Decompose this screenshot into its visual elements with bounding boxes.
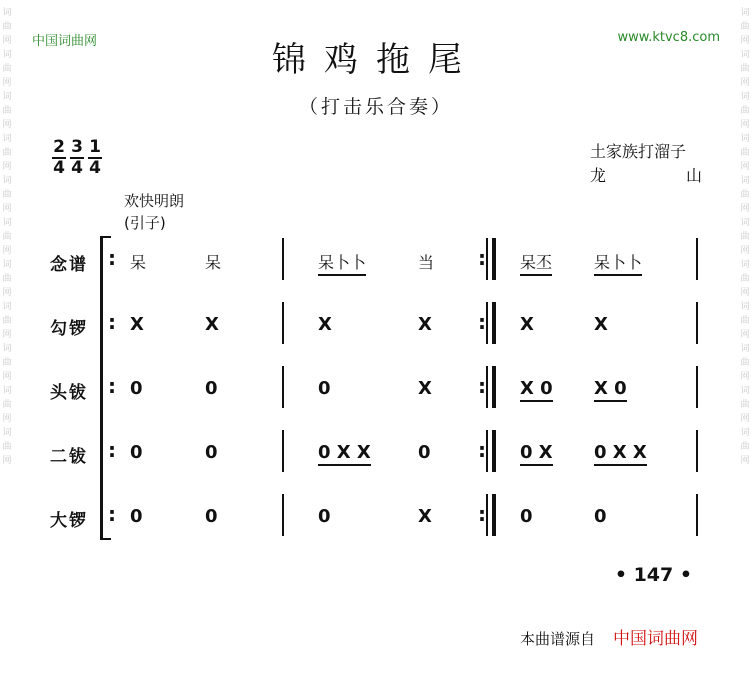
site-url-right: www.ktvc8.com: [617, 30, 720, 45]
barline: [492, 494, 496, 536]
note-cell: 当: [418, 253, 435, 272]
barline: [282, 494, 284, 536]
watermark-char: 词: [2, 176, 12, 186]
watermark-char: 词: [2, 260, 12, 270]
watermark-char: 网: [2, 414, 12, 424]
watermark-char: 词: [740, 260, 750, 270]
watermark-char: 词: [2, 50, 12, 60]
attribution: [590, 140, 702, 188]
watermark-char: 网: [2, 330, 12, 340]
time-signature: [52, 138, 66, 178]
attribution-place-b: 山: [685, 166, 702, 185]
note-cell: 0: [205, 506, 218, 527]
watermark-char: 曲: [740, 358, 750, 368]
barline: [492, 302, 496, 344]
watermark-char: 网: [2, 456, 12, 466]
watermark-char: 词: [740, 176, 750, 186]
watermark-char: 曲: [740, 148, 750, 158]
barline: [486, 366, 488, 408]
watermark-char: 网: [2, 120, 12, 130]
repeat-end-dots: :: [478, 310, 486, 334]
instrument-label: 大锣: [50, 511, 88, 531]
time-signature: [88, 138, 102, 178]
watermark-char: 词: [2, 344, 12, 354]
watermark-char: 网: [2, 372, 12, 382]
watermark-char: 词: [2, 386, 12, 396]
time-sig-numerator: 3: [71, 137, 83, 157]
barline: [696, 302, 698, 344]
note-cell: X 0: [520, 378, 553, 402]
watermark-char: 网: [2, 246, 12, 256]
watermark-char: 词: [2, 302, 12, 312]
source-text: 本曲谱源自: [520, 630, 596, 648]
page-title: 锦鸡拖尾: [272, 40, 480, 80]
watermark-char: 曲: [2, 274, 12, 284]
watermark-char: 曲: [740, 400, 750, 410]
note-cell: 0: [205, 442, 218, 463]
tempo-text: 欢快明朗: [124, 192, 185, 210]
watermark-char: 网: [2, 204, 12, 214]
watermark-char: 曲: [2, 148, 12, 158]
barline: [696, 494, 698, 536]
note-cell: X: [418, 314, 432, 335]
watermark-char: 词: [2, 8, 12, 18]
watermark-char: 网: [740, 372, 750, 382]
note-cell: X: [418, 506, 432, 527]
section-name: (引子): [124, 214, 166, 232]
watermark-char: 网: [2, 288, 12, 298]
note-cell: 呆卜卜: [318, 250, 366, 276]
repeat-end-dots: :: [478, 438, 486, 462]
watermark-char: 网: [740, 414, 750, 424]
watermark-char: 词: [740, 428, 750, 438]
barline: [282, 430, 284, 472]
watermark-char: 网: [2, 36, 12, 46]
watermark-char: 词: [740, 50, 750, 60]
watermark-char: 词: [2, 218, 12, 228]
watermark-char: 网: [740, 330, 750, 340]
site-name-left: 中国词曲网: [32, 34, 98, 49]
barline: [282, 238, 284, 280]
note-cell: 0: [130, 506, 143, 527]
watermark-char: 词: [740, 134, 750, 144]
watermark-char: 词: [740, 344, 750, 354]
watermark-char: 网: [740, 246, 750, 256]
watermark-char: 曲: [2, 400, 12, 410]
watermark-char: 曲: [740, 64, 750, 74]
page-subtitle: （打击乐合奏）: [298, 96, 453, 118]
note-cell: 0: [318, 506, 331, 527]
note-cell: X: [594, 314, 608, 335]
note-cell: X: [205, 314, 219, 335]
barline: [696, 366, 698, 408]
repeat-start-dots: :: [108, 438, 116, 462]
instrument-label: 头钹: [50, 383, 88, 403]
barline: [696, 238, 698, 280]
repeat-start-dots: :: [108, 310, 116, 334]
watermark-char: 网: [740, 36, 750, 46]
repeat-end-dots: :: [478, 502, 486, 526]
barline: [492, 238, 496, 280]
note-cell: 0: [594, 506, 607, 527]
barline: [486, 494, 488, 536]
barline: [486, 430, 488, 472]
watermark-char: 网: [2, 78, 12, 88]
time-sig-numerator: 2: [53, 137, 65, 157]
watermark-char: 曲: [740, 232, 750, 242]
watermark-char: 网: [740, 204, 750, 214]
note-cell: 0: [130, 378, 143, 399]
note-cell: 0 X: [520, 442, 553, 466]
repeat-start-dots: :: [108, 374, 116, 398]
tempo-marking: [124, 190, 184, 234]
source-note: [520, 624, 698, 649]
page-number: • 147 •: [614, 564, 692, 586]
instrument-label: 二钹: [50, 447, 88, 467]
note-cell: 呆丕: [520, 250, 552, 276]
note-cell: X: [130, 314, 144, 335]
watermark-char: 曲: [2, 232, 12, 242]
repeat-end-dots: :: [478, 246, 486, 270]
note-cell: 0: [418, 442, 431, 463]
time-sig-numerator: 1: [89, 137, 101, 157]
note-cell: 呆: [130, 253, 147, 272]
watermark-char: 曲: [2, 22, 12, 32]
watermark-char: 曲: [740, 442, 750, 452]
source-brand: 中国词曲网: [613, 629, 699, 649]
watermark-char: 曲: [740, 22, 750, 32]
time-signature: [70, 138, 84, 178]
note-cell: X 0: [594, 378, 627, 402]
watermark-char: 词: [740, 92, 750, 102]
attribution-genre: 土家族打溜子: [590, 142, 687, 161]
watermark-char: 曲: [2, 64, 12, 74]
note-cell: X: [520, 314, 534, 335]
time-signatures: [52, 138, 102, 178]
watermark-char: 词: [2, 92, 12, 102]
repeat-start-dots: :: [108, 246, 116, 270]
watermark-char: 词: [2, 428, 12, 438]
watermark-char: 曲: [2, 316, 12, 326]
repeat-start-dots: :: [108, 502, 116, 526]
watermark-char: 词: [740, 386, 750, 396]
instrument-label: 念谱: [50, 255, 88, 275]
time-sig-denominator: 4: [53, 158, 65, 178]
instrument-label: 勾锣: [50, 319, 88, 339]
watermark-char: 网: [740, 78, 750, 88]
barline: [492, 430, 496, 472]
watermark-char: 词: [740, 302, 750, 312]
time-sig-denominator: 4: [71, 158, 83, 178]
watermark-char: 网: [740, 456, 750, 466]
watermark-char: 曲: [740, 316, 750, 326]
repeat-end-dots: :: [478, 374, 486, 398]
barline: [486, 238, 488, 280]
barline: [492, 366, 496, 408]
barline: [282, 366, 284, 408]
attribution-place-a: 龙: [590, 166, 607, 185]
watermark-char: 曲: [2, 358, 12, 368]
watermark-char: 网: [2, 162, 12, 172]
time-sig-denominator: 4: [89, 158, 101, 178]
note-cell: 0: [205, 378, 218, 399]
note-cell: 呆: [205, 253, 222, 272]
watermark-char: 网: [740, 288, 750, 298]
barline: [486, 302, 488, 344]
watermark-char: 曲: [2, 442, 12, 452]
barline: [282, 302, 284, 344]
watermark-char: 曲: [740, 274, 750, 284]
watermark-char: 曲: [2, 190, 12, 200]
note-cell: X: [318, 314, 332, 335]
note-cell: X: [418, 378, 432, 399]
watermark-char: 曲: [2, 106, 12, 116]
note-cell: 0 X X: [594, 442, 647, 466]
barline: [696, 430, 698, 472]
watermark-char: 词: [740, 218, 750, 228]
attribution-place: [590, 164, 702, 188]
watermark-char: 词: [740, 8, 750, 18]
note-cell: 0 X X: [318, 442, 371, 466]
note-cell: 0: [520, 506, 533, 527]
note-cell: 0: [318, 378, 331, 399]
note-cell: 呆卜卜: [594, 250, 642, 276]
watermark-char: 曲: [740, 190, 750, 200]
watermark-char: 词: [2, 134, 12, 144]
watermark-char: 网: [740, 162, 750, 172]
note-cell: 0: [130, 442, 143, 463]
watermark-char: 曲: [740, 106, 750, 116]
watermark-char: 网: [740, 120, 750, 130]
